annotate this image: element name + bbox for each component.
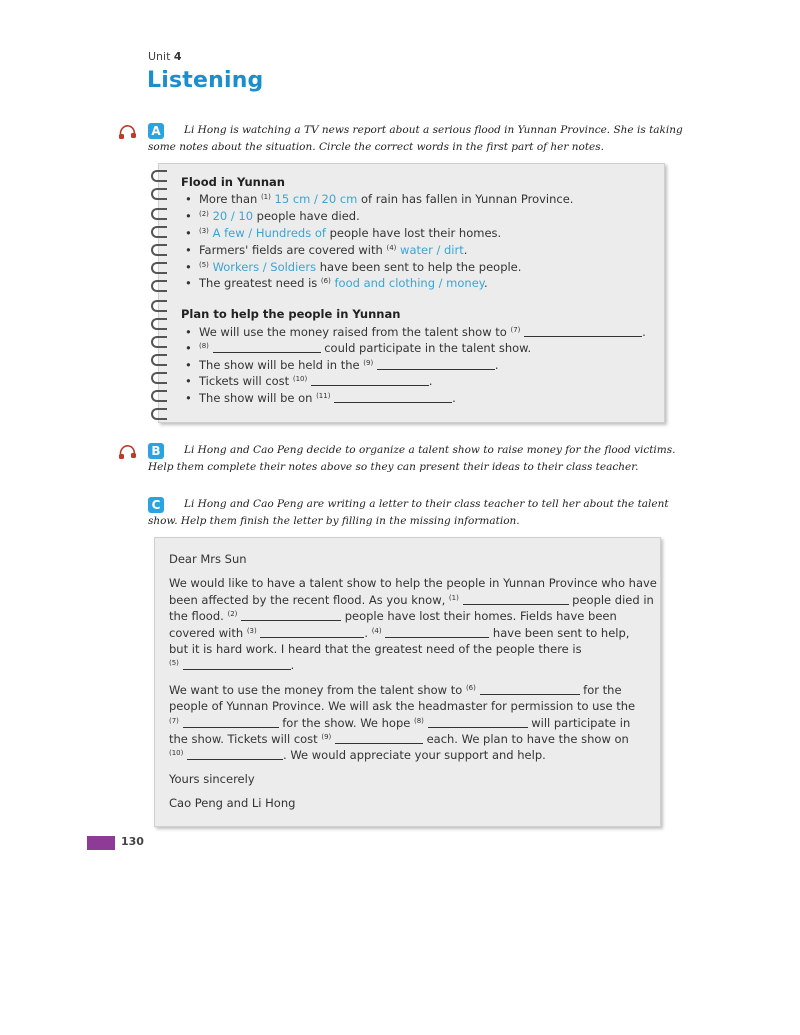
blank-11[interactable]	[334, 391, 452, 403]
letter-line: been affected by the recent flood. As you know, $^{(1)}$ people died in	[169, 593, 654, 607]
note-item-3: • $^{(3)}$ A few / Hundreds of people have lost their homes.	[185, 226, 502, 240]
letter-line: We would like to have a talent show to help the people in Yunnan Province who have	[169, 576, 657, 590]
note-item-5: • $^{(5)}$ Workers / Soldiers have been sent to help the people.	[185, 260, 522, 274]
section-c-instructions	[118, 496, 678, 532]
section-b-line1: Li Hong and Cao Peng decide to organize a talent show to raise money for the flood victims.	[184, 444, 676, 456]
spiral-ring	[151, 408, 167, 420]
note-item-2: • $^{(2)}$ 20 / 10 people have died.	[185, 209, 360, 223]
choice-6[interactable]: food and clothing / money	[334, 276, 484, 290]
letter-blank-10[interactable]	[187, 748, 283, 760]
letter-blank-4[interactable]	[385, 626, 489, 638]
section-c-line2: show. Help them finish the letter by filling in the missing information.	[148, 515, 520, 527]
letter-blank-2[interactable]	[241, 609, 341, 621]
spiral-ring	[151, 300, 167, 312]
page-title: Listening	[147, 68, 264, 93]
choice-5[interactable]: Workers / Soldiers	[212, 260, 317, 274]
letter-box	[154, 537, 661, 827]
section-c-line1: Li Hong and Cao Peng are writing a letter to their class teacher to tell her about the talent	[184, 498, 669, 510]
choice-4[interactable]: water / dirt	[400, 243, 464, 257]
note-item-9: • The show will be held in the $^{(9)}$ .	[185, 358, 499, 372]
letter-greeting: Dear Mrs Sun	[169, 552, 247, 566]
headphones-icon	[118, 124, 138, 140]
notes-heading-plan: Plan to help the people in Yunnan	[181, 307, 401, 321]
spiral-ring	[151, 208, 167, 220]
section-c-badge: C	[148, 497, 164, 513]
letter-blank-5[interactable]	[183, 658, 291, 670]
spiral-ring	[151, 262, 167, 274]
choice-1[interactable]: 15 cm / 20 cm	[274, 192, 358, 206]
letter-line: We want to use the money from the talent show to $^{(6)}$ for the	[169, 683, 622, 697]
letter-line: but it is hard work. I heard that the greatest need of the people there is	[169, 642, 582, 656]
spiral-ring	[151, 188, 167, 200]
choice-2[interactable]: 20 / 10	[212, 209, 254, 223]
page-number: 130	[121, 835, 144, 848]
note-item-1: • More than $^{(1)}$ 15 cm / 20 cm of rain has fallen in Yunnan Province.	[185, 192, 574, 206]
blank-10[interactable]	[311, 374, 429, 386]
choice-3[interactable]: A few / Hundreds of	[212, 226, 326, 240]
spiral-ring	[151, 226, 167, 238]
notes-heading-flood: Flood in Yunnan	[181, 175, 285, 189]
note-item-4: • Farmers' fields are covered with $^{(4)}$ water / dirt.	[185, 243, 468, 257]
spiral-ring	[151, 280, 167, 292]
spiral-ring	[151, 170, 167, 182]
letter-blank-9[interactable]	[335, 732, 423, 744]
letter-line: the show. Tickets will cost $^{(9)}$ each. We plan to have the show on	[169, 732, 629, 746]
section-a-line1: Li Hong is watching a TV news report about a serious flood in Yunnan Province. She is taking	[184, 124, 683, 136]
letter-line: $^{(7)}$ for the show. We hope $^{(8)}$ will participate in	[169, 716, 631, 730]
spiral-ring	[151, 372, 167, 384]
unit-number: 4	[173, 50, 182, 63]
letter-line: people of Yunnan Province. We will ask the headmaster for permission to use the	[169, 699, 636, 713]
letter-blank-6[interactable]	[480, 683, 580, 695]
headphones-icon	[118, 444, 138, 460]
letter-line: the flood. $^{(2)}$ people have lost their homes. Fields have been	[169, 609, 617, 623]
blank-7[interactable]	[524, 325, 642, 337]
letter-line: $^{(5)}$ .	[169, 658, 295, 672]
note-item-6: • The greatest need is $^{(6)}$ food and clothing / money.	[185, 276, 488, 290]
notes-notebook	[158, 163, 665, 423]
letter-signature: Cao Peng and Li Hong	[169, 796, 296, 810]
section-a-badge: A	[148, 123, 164, 139]
unit-word: Unit	[148, 50, 171, 63]
section-b-instructions	[118, 442, 678, 478]
letter-blank-8[interactable]	[428, 716, 528, 728]
section-a-line2: some notes about the situation. Circle the correct words in the first part of her notes.	[148, 141, 604, 153]
section-b-badge: B	[148, 443, 164, 459]
blank-9[interactable]	[377, 358, 495, 370]
unit-label	[148, 50, 182, 63]
spiral-ring	[151, 318, 167, 330]
letter-line: covered with $^{(3)}$ . $^{(4)}$ have been sent to help,	[169, 626, 630, 640]
note-item-10: • Tickets will cost $^{(10)}$ .	[185, 374, 433, 388]
spiral-ring	[151, 336, 167, 348]
spiral-ring	[151, 244, 167, 256]
blank-8[interactable]	[213, 341, 321, 353]
letter-closing: Yours sincerely	[169, 772, 255, 786]
letter-blank-3[interactable]	[260, 626, 364, 638]
letter-line: $^{(10)}$ . We would appreciate your support and help.	[169, 748, 546, 762]
section-a-instructions	[118, 122, 683, 158]
page-number-bar	[87, 836, 115, 850]
spiral-ring	[151, 354, 167, 366]
note-item-8: • $^{(8)}$ could participate in the talent show.	[185, 341, 532, 355]
letter-blank-1[interactable]	[463, 593, 569, 605]
section-b-line2: Help them complete their notes above so they can present their ideas to their class teacher.	[148, 461, 639, 473]
letter-blank-7[interactable]	[183, 716, 279, 728]
spiral-ring	[151, 390, 167, 402]
note-item-11: • The show will be on $^{(11)}$ .	[185, 391, 456, 405]
note-item-7: • We will use the money raised from the talent show to $^{(7)}$ .	[185, 325, 646, 339]
